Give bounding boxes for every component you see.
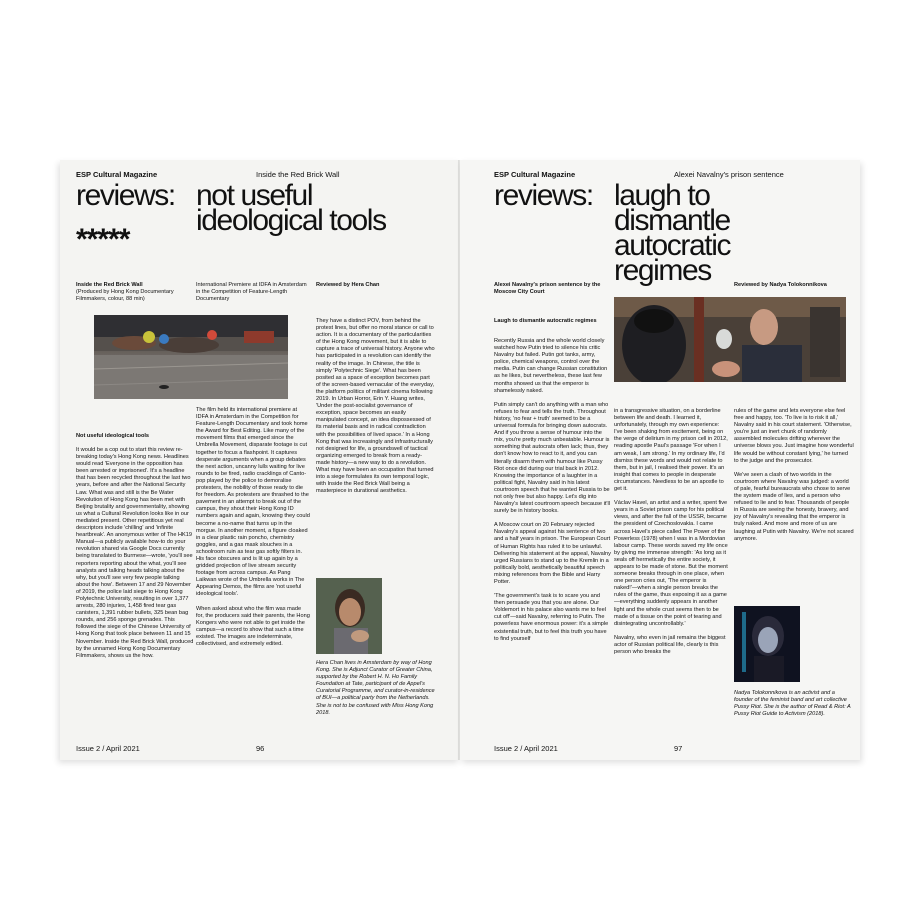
col3-paragraph-1: rules of the game and lets everyone else feel free and happy, too. 'To live is to risk it all,' Navalny said in his court statement. 'Otherwise, you're just an inert chunk of randomly assembled molecules drifting wherever the universe blows you. Just imagine how wonderful life would be without constant lying,' he turned to the judge and the prosecutor. [734, 408, 854, 464]
issue-label: Issue 2 / April 2021 [494, 744, 558, 753]
col2-text [614, 408, 728, 663]
magazine-name: ESP Cultural Magazine [494, 170, 576, 179]
courtroom-photo-graphic [614, 297, 846, 382]
portrait-graphic [734, 606, 800, 682]
article-title: laugh to dismantle autocratic regimes [614, 179, 731, 287]
page-number: 97 [674, 744, 683, 753]
reviewer: Reviewed by Hera Chan [316, 282, 380, 288]
col1-paragraph: It would be a cop out to start this review re-breaking today's Hong Kong news. Headlines would read 'Everyone in the opposition has been arrested or imprisoned'. It's a headline that has been recycled throughout the last two years, before and after the National Security Law. What was and still is the Be Water Revolution of Hong Kong has been met with Beijing brutality and governmentality, showing us what a Cultural Revolution looks like in our mediated present. Other repetitious yet real descriptors include 'chilling' and 'infinite heartbreak'. An anonymous writer of The HK19 Manual—a publicly available how-to do your revolution shared via Google Docs currently being translated to Burmese—wrote, 'you'll see reporters reporting about the what, you'll see analysts and talking heads talking about the why, but you'll see very few people talking about the how'. Between 17 and 29 November of 2019, the police laid siege to Hong Kong Polytechnic University, resulting in over 1,377 arrests, 280 injuries, 1,458 fired tear gas canisters, 1,391 rubber bullets, 325 bean bag rounds, and 256 sponge grenades. This followed the siege of the Chinese University of Hong Kong that took place between 11 and 15 November. Inside the Red Brick Wall, produced by the unnamed Hong Kong Documentary Filmmakers, shows us the how. [76, 447, 194, 659]
col1-text [494, 338, 612, 650]
col2-paragraph-2: Václav Havel, an artist and a writer, spent five years in a Soviet prison camp for his political views, and after the fall of the USSR, became the president of Czechoslovakia. I came across Havel's piece called The Power of the Powerless (1978) when I was in a Mordovian labour camp. These words saved my life once by giving me immense strength: 'As long as it seals off hermetically the entire society, it appears to be made of stone. But the moment someone breaks through in one place, when one person cries out, 'The emperor is naked!'—when a single person breaks the rules of the game, thus exposing it as a game—everything suddenly appears in another light and the whole crust seems then to be made of a tissue on the point of tearing and disintegrating uncontrollably.' [614, 500, 728, 627]
navalny-courtroom-photo [614, 297, 846, 382]
col1-heading: Not useful ideological tools [76, 433, 150, 439]
magazine-name: ESP Cultural Magazine [76, 170, 158, 179]
hera-chan-portrait [316, 578, 382, 654]
col2-paragraph-3: Navalny, who even in jail remains the biggest actor of Russian political life, clearly is this person who breaks the [614, 634, 726, 655]
nadya-bio: Nadya Tolokonnikova is an activist and a founder of the feminist band and art collective Pussy Riot. She is the author of Read & Riot: A Pussy Riot Guide to Activism (2018). [734, 690, 851, 718]
col2-text [196, 407, 310, 655]
col1-paragraph-4: 'The government's task is to scare you and then persuade you that you are alone. Our Voldemort in his palace also wants me to feel cut off'—said Navalny, referring to Putin. The powerless have enormous power: it's a simple existential truth, but to feel this truth you have to find yourself [494, 593, 609, 642]
col3-text [734, 408, 854, 550]
col2-paragraph-2: When asked about who the film was made for, the producers said their parents, the Hong Kongers who were not able to get inside the campus—a record to show that such a time existed. The images are indeterminate, collectivised, and extremely edited. [196, 605, 310, 647]
col2-paragraph-1: in a transgressive situation, on a borderline between life and death. I learned it, unfortunately, through my own experience: I've been shaking from excitement, being on the verge of delirium in my prison cell in 2012, reading apostle Paul's passage 'For when I am weak, I am strong.' In my ordinary life, I'd dismiss these words and would not relate to them, but in jail, I realised their power. It's an insight that comes to people in desperate circumstances. Needless to be an apostle to get it. [614, 408, 728, 493]
reviewer: Reviewed by Nadya Tolokonnikova [734, 282, 827, 288]
col2-paragraph-1: The film held its international premiere at IDFA in Amsterdam in the Competition for Feature-Length Documentary and took home the Award for Best Editing. Like many of the movement films that emerged since the Umbrella Movement, disparate footage is cut together to focus a flashpoint. It captures desperate arguments when a group debates the next action, uncanny lulls waiting for live rounds to be fired, radio cracklings of Canto-pop played by the police to demoralise protesters, the nobility of those ready to die for freedom. As protesters are thrashed to the pavement in an attempt to break out of the campus, they shout their Hong Kong ID numbers again and again, knowing they could become a no-name that turns up in the morgue. In another moment, a figure cloaked in a clear plastic rain poncho, chemistry goggles, and a gas mask slouches in a schoolroom ruin as tear gas softly filters in. His face obscures and is lit up again by a gridded projection of live stream security footage from across campus. As Pang Laikwan wrote of the Umbrella works in The Appearing Demos, the films are 'not useful ideological tools'. [196, 407, 310, 598]
star-rating: ***** [76, 223, 130, 256]
col1-paragraph-3: A Moscow court on 20 February rejected Navalny's appeal against his sentence of two and a half years in prison. The European Court of Human Rights has ruled it to be unlawful. Delivering his statement at the appeal, Navalny urged Russians to stand up to the Kremlin in a politically bold, aesthetically beautiful speech mixing references from the Bible and Harry Potter. [494, 522, 611, 585]
nadya-tolokonnikova-portrait [734, 606, 800, 682]
portrait-graphic [316, 578, 382, 654]
hera-chan-bio: Hera Chan lives in Amsterdam by way of Hong Kong. She is Adjunct Curator of Greater China, supported by the Robert H. N. Ho Family Foundation at Tate, participant of de Appel's Curatorial Programme, and curator-in-residence of BUI—a political party from the Netherlands. She is not to be confused with Miss Hong Kong 2018. [316, 660, 435, 716]
col3-text [316, 318, 436, 502]
subject: Alexei Navalny's prison sentence by the Moscow City Court [494, 282, 601, 295]
col1-paragraph-1: Recently Russia and the whole world closely watched how Putin tried to silence his critic Navalny but failed. Putin got tanks, army, police, chemical weapons, control over the media. Putin can change Russian constitution as he likes, but nevertheless, these last few months showed us that the emperor is shamelessly naked. [494, 338, 608, 394]
left-page [60, 160, 460, 760]
section-title: Inside the Red Brick Wall [256, 170, 340, 179]
protest-photo [94, 315, 288, 399]
film-title: Inside the Red Brick Wall [76, 282, 143, 288]
col1-paragraph-2: Putin simply can't do anything with a man who refuses to fear and tells the truth. Throughout history, 'no fear + truth' seemed to be a universal formula for bringing down autocrats. And if you throw a sense of humour into the mix, you're pretty much unbeatable. Humour is something that autocrats often lack; thus, they don't know how to react to it, and you can literally disarm them with humour like Pussy Riot once did during our trial back in 2012. Knowing the importance of a laughter in a political fight, Navalny said in his latest courtroom speech that he wanted Russia to be not only free but also happy. Let's dig into Navalny's latest courtroom speech because it'll surely be in history books. [494, 401, 610, 515]
page-number: 96 [256, 744, 265, 753]
reviews-label: reviews: [76, 179, 175, 212]
col3-paragraph-2: We've seen a clash of two worlds in the courtroom where Navalny was judged: a world of pale, fearful bureaucrats who chose to serve the system made of lies, and a person who refused to lie and to fear. Thousands of people in Russia are seeing the honesty, bravery, and joy of Navalny's revealing that the emperor is truly naked. And more and more of us are laughing at Putin with Navalny. We're not scared anymore. [734, 471, 854, 542]
right-page [460, 160, 860, 760]
premiere-info: International Premiere at IDFA in Amsterdam in the Competition of Feature-Length Documentary [196, 282, 307, 302]
issue-label: Issue 2 / April 2021 [76, 744, 140, 753]
col1-heading: Laugh to dismantle autocratic regimes [494, 318, 597, 324]
protest-photo-graphic [94, 315, 288, 399]
section-title: Alexei Navalny's prison sentence [674, 170, 784, 179]
article-title: not useful ideological tools [196, 179, 386, 237]
col3-paragraph: They have a distinct POV, from behind the protest lines, but offer no moral stance or call to action. It is a documentary of the particularities of the Hong Kong movement, but it is able to capture a trace of universal history. Anyone who has participated in a revolution can identify the reality of the image. In Chinese, the title is simply 'Polytechnic Siege'. What has been posited as a space of exception becomes part of the screen-based vernacular of the everyday, the platform politics of militant cinema following 2019. In Urban Horror, Erin Y. Huang writes, 'Under the post-socialist governance of exception, space becomes an easily manipulated concept, an idea dispossessed of its material basis and in radical contradiction with the possibilities of lived space.' In a Hong Kong that was increasingly and infrastructurally not designed for life, a groundswell of tactical organizing emerged to break from a ready-made history—a new way to do a revolution. What may have been an occupation that turned into a siege formulates its own temporal logic, with Inside the Red Brick Wall being a masterpiece in durational aesthetics. [316, 318, 435, 495]
film-meta: (Produced by Hong Kong Documentary Filmmakers, colour, 88 min) [76, 289, 174, 302]
reviews-label: reviews: [494, 179, 593, 212]
col1-text [76, 447, 194, 667]
